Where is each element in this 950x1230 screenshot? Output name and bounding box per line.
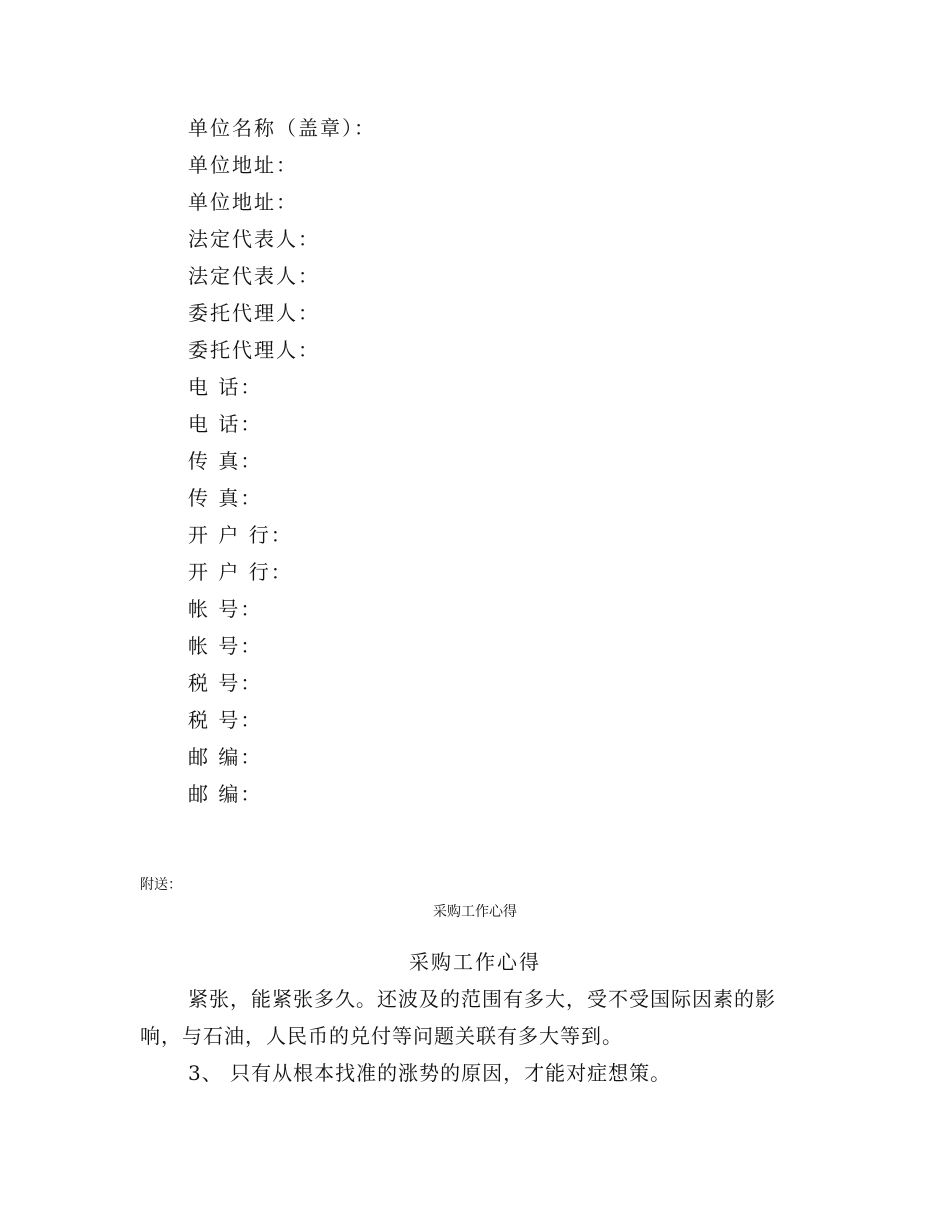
field-company-address: 单位地址： [188, 190, 298, 214]
field-phone: 电 话： [188, 412, 263, 436]
field-bank: 开 户 行： [188, 523, 293, 547]
field-bank: 开 户 行： [188, 560, 293, 584]
paragraph: 紧张，能紧张多久。还波及的范围有多大，受不受国际因素的影响，与石油，人民币的兑付等问题关联有多大等到。 [140, 987, 776, 1048]
attachment-label: 附送： [140, 877, 182, 893]
field-phone: 电 话： [188, 375, 263, 399]
field-tax-number: 税 号： [188, 671, 263, 695]
field-legal-representative: 法定代表人： [188, 227, 320, 251]
field-company-address: 单位地址： [188, 153, 298, 177]
field-fax: 传 真： [188, 449, 263, 473]
field-account: 帐 号： [188, 597, 263, 621]
field-legal-representative: 法定代表人： [188, 264, 320, 288]
field-company-name: 单位名称（盖章）： [188, 116, 376, 140]
field-tax-number: 税 号： [188, 708, 263, 732]
attachment-small-title: 采购工作心得 [433, 904, 517, 920]
field-postcode: 邮 编： [188, 745, 263, 769]
article-title: 采购工作心得 [409, 950, 541, 974]
signature-fields [188, 110, 376, 813]
field-account: 帐 号： [188, 634, 263, 658]
field-postcode: 邮 编： [188, 782, 263, 806]
article-body [140, 981, 810, 1092]
paragraph: 3、 只有从根本找准的涨势的原因，才能对症想策。 [188, 1061, 672, 1085]
field-authorized-agent: 委托代理人： [188, 338, 320, 362]
field-authorized-agent: 委托代理人： [188, 301, 320, 325]
field-fax: 传 真： [188, 486, 263, 510]
